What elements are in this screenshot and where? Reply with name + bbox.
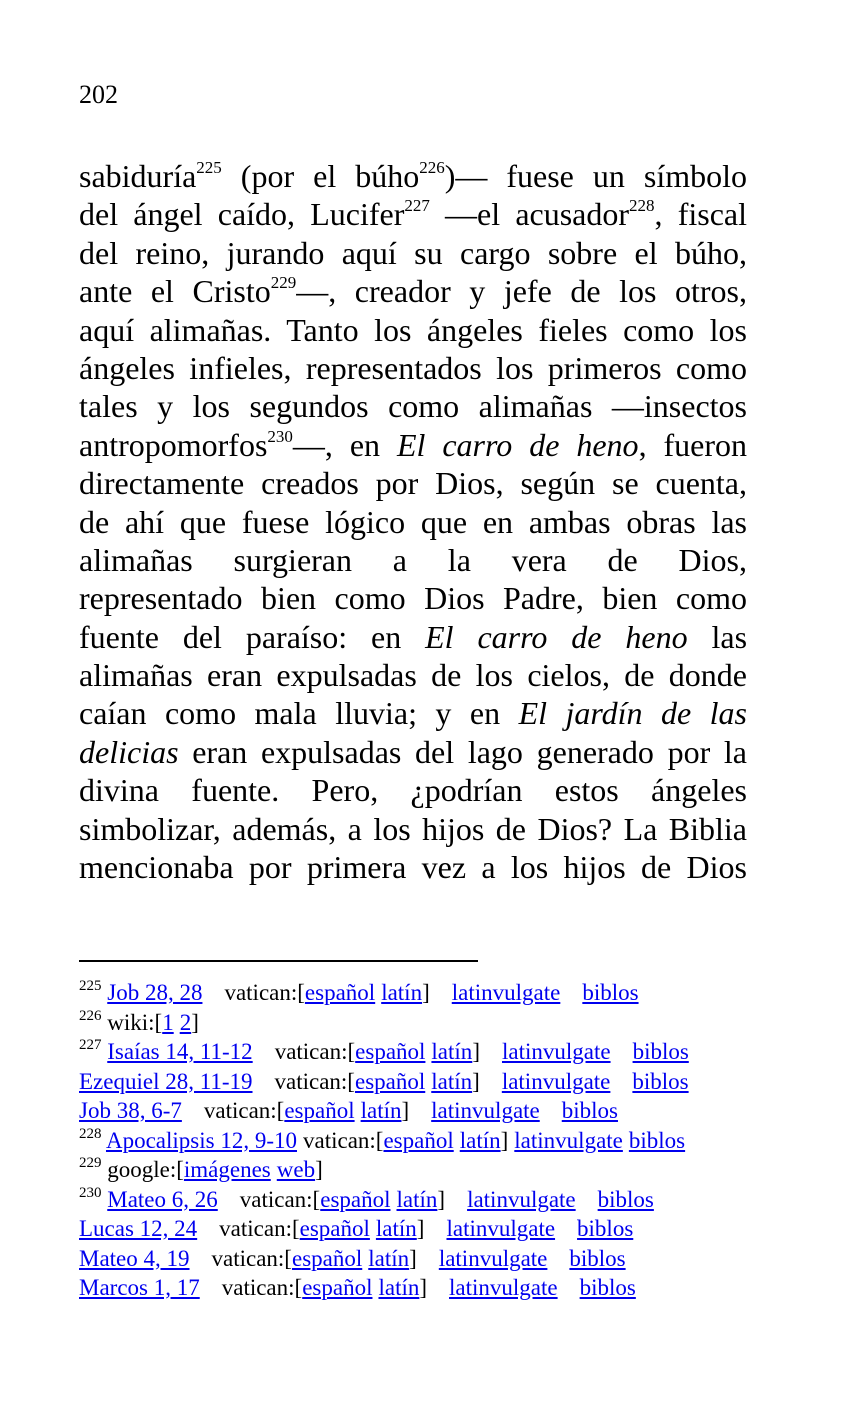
latinvulgate-link[interactable]: latinvulgate bbox=[514, 1127, 623, 1153]
footnote-228 bbox=[79, 1126, 751, 1156]
biblos-link[interactable]: biblos bbox=[632, 1039, 689, 1064]
bible-ref-link[interactable]: Job 38, 6-7 bbox=[79, 1098, 182, 1123]
footnote-ref-229[interactable]: 229 bbox=[270, 273, 297, 293]
footnote-ref-230[interactable]: 230 bbox=[267, 426, 293, 446]
text-span: antropomorfos bbox=[79, 426, 268, 463]
espanol-link[interactable]: español bbox=[302, 1275, 373, 1300]
italic-title: El carro de heno bbox=[396, 426, 639, 463]
footnote-227-line-3 bbox=[79, 1096, 751, 1126]
espanol-link[interactable]: español bbox=[304, 980, 376, 1005]
text-line: alimañas eran expulsadas de los cielos, de donde bbox=[79, 657, 747, 694]
text-line: de ahí que fuese lógico que en ambas obras las bbox=[79, 503, 747, 540]
footnote-230-line-3 bbox=[79, 1244, 751, 1274]
bracket-close: ] bbox=[419, 1275, 428, 1300]
latin-link[interactable]: latín bbox=[375, 1216, 417, 1241]
latinvulgate-link[interactable]: latinvulgate bbox=[449, 1275, 558, 1300]
latin-link[interactable]: latín bbox=[396, 1186, 438, 1212]
vatican-label: vatican:[ bbox=[274, 1039, 356, 1064]
bible-ref-link[interactable]: Lucas 12, 24 bbox=[79, 1216, 198, 1241]
footnotes bbox=[79, 978, 751, 1303]
text-line bbox=[79, 694, 747, 732]
biblos-link[interactable]: biblos bbox=[597, 1186, 654, 1212]
text-line: simbolizar, además, a los hijos de Dios? La Biblia bbox=[79, 810, 747, 847]
bible-ref-link[interactable]: Ezequiel 28, 11-19 bbox=[79, 1068, 253, 1094]
latin-link[interactable]: latín bbox=[360, 1098, 402, 1123]
footnote-229 bbox=[79, 1155, 751, 1185]
text-span: (por el búho bbox=[221, 158, 420, 194]
latin-link[interactable]: latín bbox=[431, 1039, 473, 1064]
text-line: divina fuente. Pero, ¿podrían estos ángeles bbox=[79, 772, 747, 809]
wiki-link-2[interactable]: 2 bbox=[179, 1009, 192, 1035]
text-line bbox=[79, 157, 747, 195]
bracket-close: ] bbox=[422, 980, 430, 1005]
biblos-link[interactable]: biblos bbox=[632, 1068, 689, 1094]
text-span: —, en bbox=[292, 426, 397, 463]
text-line: del reino, jurando aquí su cargo sobre el búho, bbox=[79, 234, 747, 271]
text-line: mencionaba por primera vez a los hijos de Dios bbox=[79, 849, 747, 886]
footnote-226 bbox=[79, 1008, 751, 1038]
text-span: , fiscal bbox=[654, 196, 748, 233]
biblos-link[interactable]: biblos bbox=[569, 1245, 626, 1271]
latinvulgate-link[interactable]: latinvulgate bbox=[438, 1245, 548, 1271]
footnote-number: 228 bbox=[79, 1125, 102, 1142]
bible-ref-link[interactable]: Isaías 14, 11-12 bbox=[107, 1039, 253, 1064]
footnote-number: 230 bbox=[79, 1184, 102, 1201]
bracket-close: ] bbox=[437, 1186, 446, 1212]
footnote-225 bbox=[79, 978, 751, 1008]
vatican-label: vatican:[ bbox=[274, 1068, 355, 1094]
text-span: fuente del paraíso: en bbox=[79, 618, 426, 655]
bible-ref-link[interactable]: Mateo 6, 26 bbox=[107, 1186, 218, 1212]
espanol-link[interactable]: español bbox=[320, 1186, 391, 1212]
espanol-link[interactable]: español bbox=[291, 1245, 363, 1271]
vatican-label: vatican:[ bbox=[224, 980, 305, 1005]
text-span: )— fuese un símbolo bbox=[444, 158, 747, 194]
text-line: directamente creados por Dios, según se cuenta, bbox=[79, 465, 747, 502]
latin-link[interactable]: latín bbox=[381, 980, 423, 1005]
biblos-link[interactable]: biblos bbox=[582, 980, 639, 1005]
bible-ref-link[interactable]: Mateo 4, 19 bbox=[79, 1245, 190, 1271]
text-line: alimañas surgieran a la vera de Dios, bbox=[79, 541, 747, 578]
text-line bbox=[79, 733, 747, 771]
bible-ref-link[interactable]: Apocalipsis 12, 9-10 bbox=[105, 1127, 297, 1153]
wiki-label: wiki:[ bbox=[107, 1009, 163, 1035]
footnote-ref-228[interactable]: 228 bbox=[629, 196, 655, 216]
italic-title: El carro de heno bbox=[425, 618, 688, 655]
latinvulgate-link[interactable]: latinvulgate bbox=[451, 980, 561, 1005]
google-label: google:[ bbox=[107, 1157, 184, 1182]
bracket-close: ] bbox=[191, 1009, 199, 1035]
latin-link[interactable]: latín bbox=[431, 1068, 473, 1094]
bracket-close: ] bbox=[500, 1127, 509, 1153]
text-span: sabiduría bbox=[79, 158, 197, 194]
text-span: del ángel caído, Lucifer bbox=[79, 196, 405, 233]
bracket-close: ] bbox=[401, 1098, 410, 1123]
espanol-link[interactable]: español bbox=[299, 1216, 370, 1241]
vatican-label: vatican:[ bbox=[219, 1216, 300, 1241]
latinvulgate-link[interactable]: latinvulgate bbox=[431, 1098, 540, 1123]
vatican-label: vatican:[ bbox=[303, 1127, 384, 1153]
vatican-label: vatican:[ bbox=[211, 1245, 292, 1271]
biblos-link[interactable]: biblos bbox=[579, 1275, 636, 1300]
espanol-link[interactable]: español bbox=[383, 1127, 454, 1153]
text-line: ángeles infieles, representados los primeros como bbox=[79, 349, 747, 386]
google-images-link[interactable]: imágenes bbox=[183, 1157, 271, 1182]
latin-link[interactable]: latín bbox=[378, 1275, 420, 1300]
footnote-number: 227 bbox=[79, 1037, 102, 1053]
espanol-link[interactable]: español bbox=[284, 1098, 355, 1123]
footnote-227-line-2 bbox=[79, 1067, 751, 1097]
text-line: tales y los segundos como alimañas —insectos bbox=[79, 388, 747, 425]
text-line bbox=[79, 426, 747, 464]
text-line: representado bien como Dios Padre, bien como bbox=[79, 580, 747, 617]
text-span: caían como mala lluvia; y en bbox=[79, 695, 519, 732]
italic-title: El jardín de las bbox=[518, 695, 747, 732]
text-line: aquí alimañas. Tanto los ángeles fieles como los bbox=[79, 311, 747, 348]
body-text bbox=[79, 157, 747, 886]
latinvulgate-link[interactable]: latinvulgate bbox=[446, 1216, 556, 1241]
bracket-close: ] bbox=[472, 1039, 480, 1064]
italic-title: delicias bbox=[79, 733, 179, 770]
vatican-label: vatican:[ bbox=[203, 1098, 285, 1123]
footnote-227 bbox=[79, 1037, 751, 1067]
espanol-link[interactable]: español bbox=[354, 1068, 426, 1094]
latinvulgate-link[interactable]: latinvulgate bbox=[501, 1068, 611, 1094]
page-number: 202 bbox=[79, 80, 118, 109]
footnote-number: 229 bbox=[79, 1155, 102, 1171]
text-span: eran expulsadas del lago generado por la bbox=[178, 733, 747, 770]
text-span: ante el Cristo bbox=[79, 273, 271, 310]
bracket-close: ] bbox=[416, 1216, 425, 1241]
footnote-230-line-4 bbox=[79, 1273, 751, 1303]
wiki-link-1[interactable]: 1 bbox=[162, 1009, 174, 1035]
biblos-link[interactable]: biblos bbox=[628, 1127, 686, 1153]
text-line bbox=[79, 195, 747, 233]
footnote-number: 226 bbox=[79, 1007, 102, 1024]
text-span: —el acusador bbox=[429, 196, 630, 233]
latinvulgate-link[interactable]: latinvulgate bbox=[467, 1186, 576, 1212]
bracket-close: ] bbox=[472, 1068, 480, 1094]
footnote-230-line-2 bbox=[79, 1214, 751, 1244]
latin-link[interactable]: latín bbox=[459, 1127, 501, 1153]
footnote-ref-227[interactable]: 227 bbox=[404, 196, 430, 216]
google-web-link[interactable]: web bbox=[276, 1157, 316, 1182]
footnote-230 bbox=[79, 1185, 751, 1215]
footnote-ref-225[interactable]: 225 bbox=[196, 158, 222, 177]
bible-ref-link[interactable]: Marcos 1, 17 bbox=[79, 1275, 200, 1300]
vatican-label: vatican:[ bbox=[239, 1186, 321, 1212]
latin-link[interactable]: latín bbox=[368, 1245, 410, 1271]
text-span: —, creador y jefe de los otros, bbox=[296, 273, 748, 310]
bracket-close: ] bbox=[409, 1245, 417, 1271]
espanol-link[interactable]: español bbox=[355, 1039, 426, 1064]
footnote-ref-226[interactable]: 226 bbox=[419, 158, 445, 177]
footnote-separator bbox=[79, 960, 478, 962]
biblos-link[interactable]: biblos bbox=[561, 1098, 618, 1123]
text-span: , fueron bbox=[638, 426, 748, 463]
text-line bbox=[79, 272, 747, 310]
footnote-number: 225 bbox=[79, 978, 102, 994]
bible-ref-link[interactable]: Job 28, 28 bbox=[107, 980, 203, 1005]
text-line bbox=[79, 618, 747, 656]
bracket-close: ] bbox=[315, 1157, 323, 1182]
biblos-link[interactable]: biblos bbox=[577, 1216, 634, 1241]
latinvulgate-link[interactable]: latinvulgate bbox=[501, 1039, 611, 1064]
vatican-label: vatican:[ bbox=[221, 1275, 303, 1300]
text-span: las bbox=[687, 618, 748, 655]
